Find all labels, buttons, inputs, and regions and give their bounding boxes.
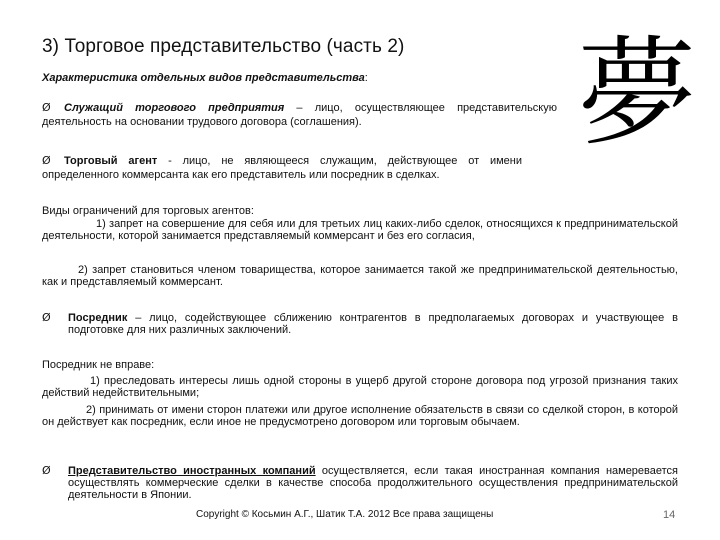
item-broker-term: Посредник — [68, 312, 128, 324]
subtitle — [42, 72, 368, 84]
item-broker-text: – лицо, содействующее сближению контрагентов в предполагаемых договорах и участвующее в подготовке для них различных заключений. — [68, 312, 678, 336]
limit-1: 1) запрет на совершение для себя или для третьих лиц каких-либо сделок, относящихся к предпринимательской деятельности, которой занимается представляемый коммерсант и без его согласия, — [42, 218, 678, 242]
copyright-footer: Copyright © Косьмин А.Г., Шатик Т.А. 2012 Все права защищены — [196, 509, 494, 520]
item-employee-text: – лицо, осуществляющее представительскую деятельность на основании трудового договора (соглашения). — [42, 102, 557, 128]
page-number: 14 — [663, 509, 676, 521]
dream-kanji-image: 夢 — [578, 24, 697, 162]
item-foreign-text: осуществляется, если такая иностранная компания намеревается осуществлять коммерческие сделки в качестве способа продолжительного осуществления предпринимательской деятельности в Японии. — [68, 465, 679, 501]
arrow-bullet-icon: Ø — [42, 464, 51, 477]
item-foreign — [42, 465, 678, 501]
broker-rule-2: 2) принимать от имени сторон платежи или другое исполнение обязательств в связи со сделкой сторон, в которой он действует как посредник, если иное не предусмотрено договором или торговым обычаем. — [42, 404, 678, 428]
limits-heading: Виды ограничений для торговых агентов: — [42, 205, 254, 217]
item-employee-term: Служащий торгового предприятия — [64, 102, 285, 114]
subtitle-text: Характеристика отдельных видов представительства — [42, 72, 365, 84]
broker-rule-1: 1) преследовать интересы лишь одной стороны в ущерб другой стороне договора под угрозой признания таких действий недействительными; — [42, 375, 678, 399]
item-foreign-term: Представительство иностранных компаний — [68, 465, 316, 477]
subtitle-colon: : — [364, 72, 368, 84]
slide-title: 3) Торговое представительство (часть 2) — [42, 36, 405, 57]
arrow-bullet-icon: Ø — [42, 154, 51, 167]
item-agent-term: Торговый агент — [64, 155, 158, 167]
arrow-bullet-icon: Ø — [42, 311, 51, 324]
limit-2: 2) запрет становиться членом товарищества, которое занимается такой же предпринимательской деятельностью, как и представляемый коммерсант. — [42, 264, 678, 288]
item-agent-text: - лицо, не являющееся служащим, действующее от имени определенного коммерсанта как его представитель или посредник в сделках. — [42, 155, 522, 181]
broker-heading: Посредник не вправе: — [42, 359, 155, 371]
arrow-bullet-icon: Ø — [42, 101, 51, 114]
item-employee — [42, 101, 557, 129]
item-broker — [42, 312, 678, 336]
item-agent — [42, 154, 522, 182]
